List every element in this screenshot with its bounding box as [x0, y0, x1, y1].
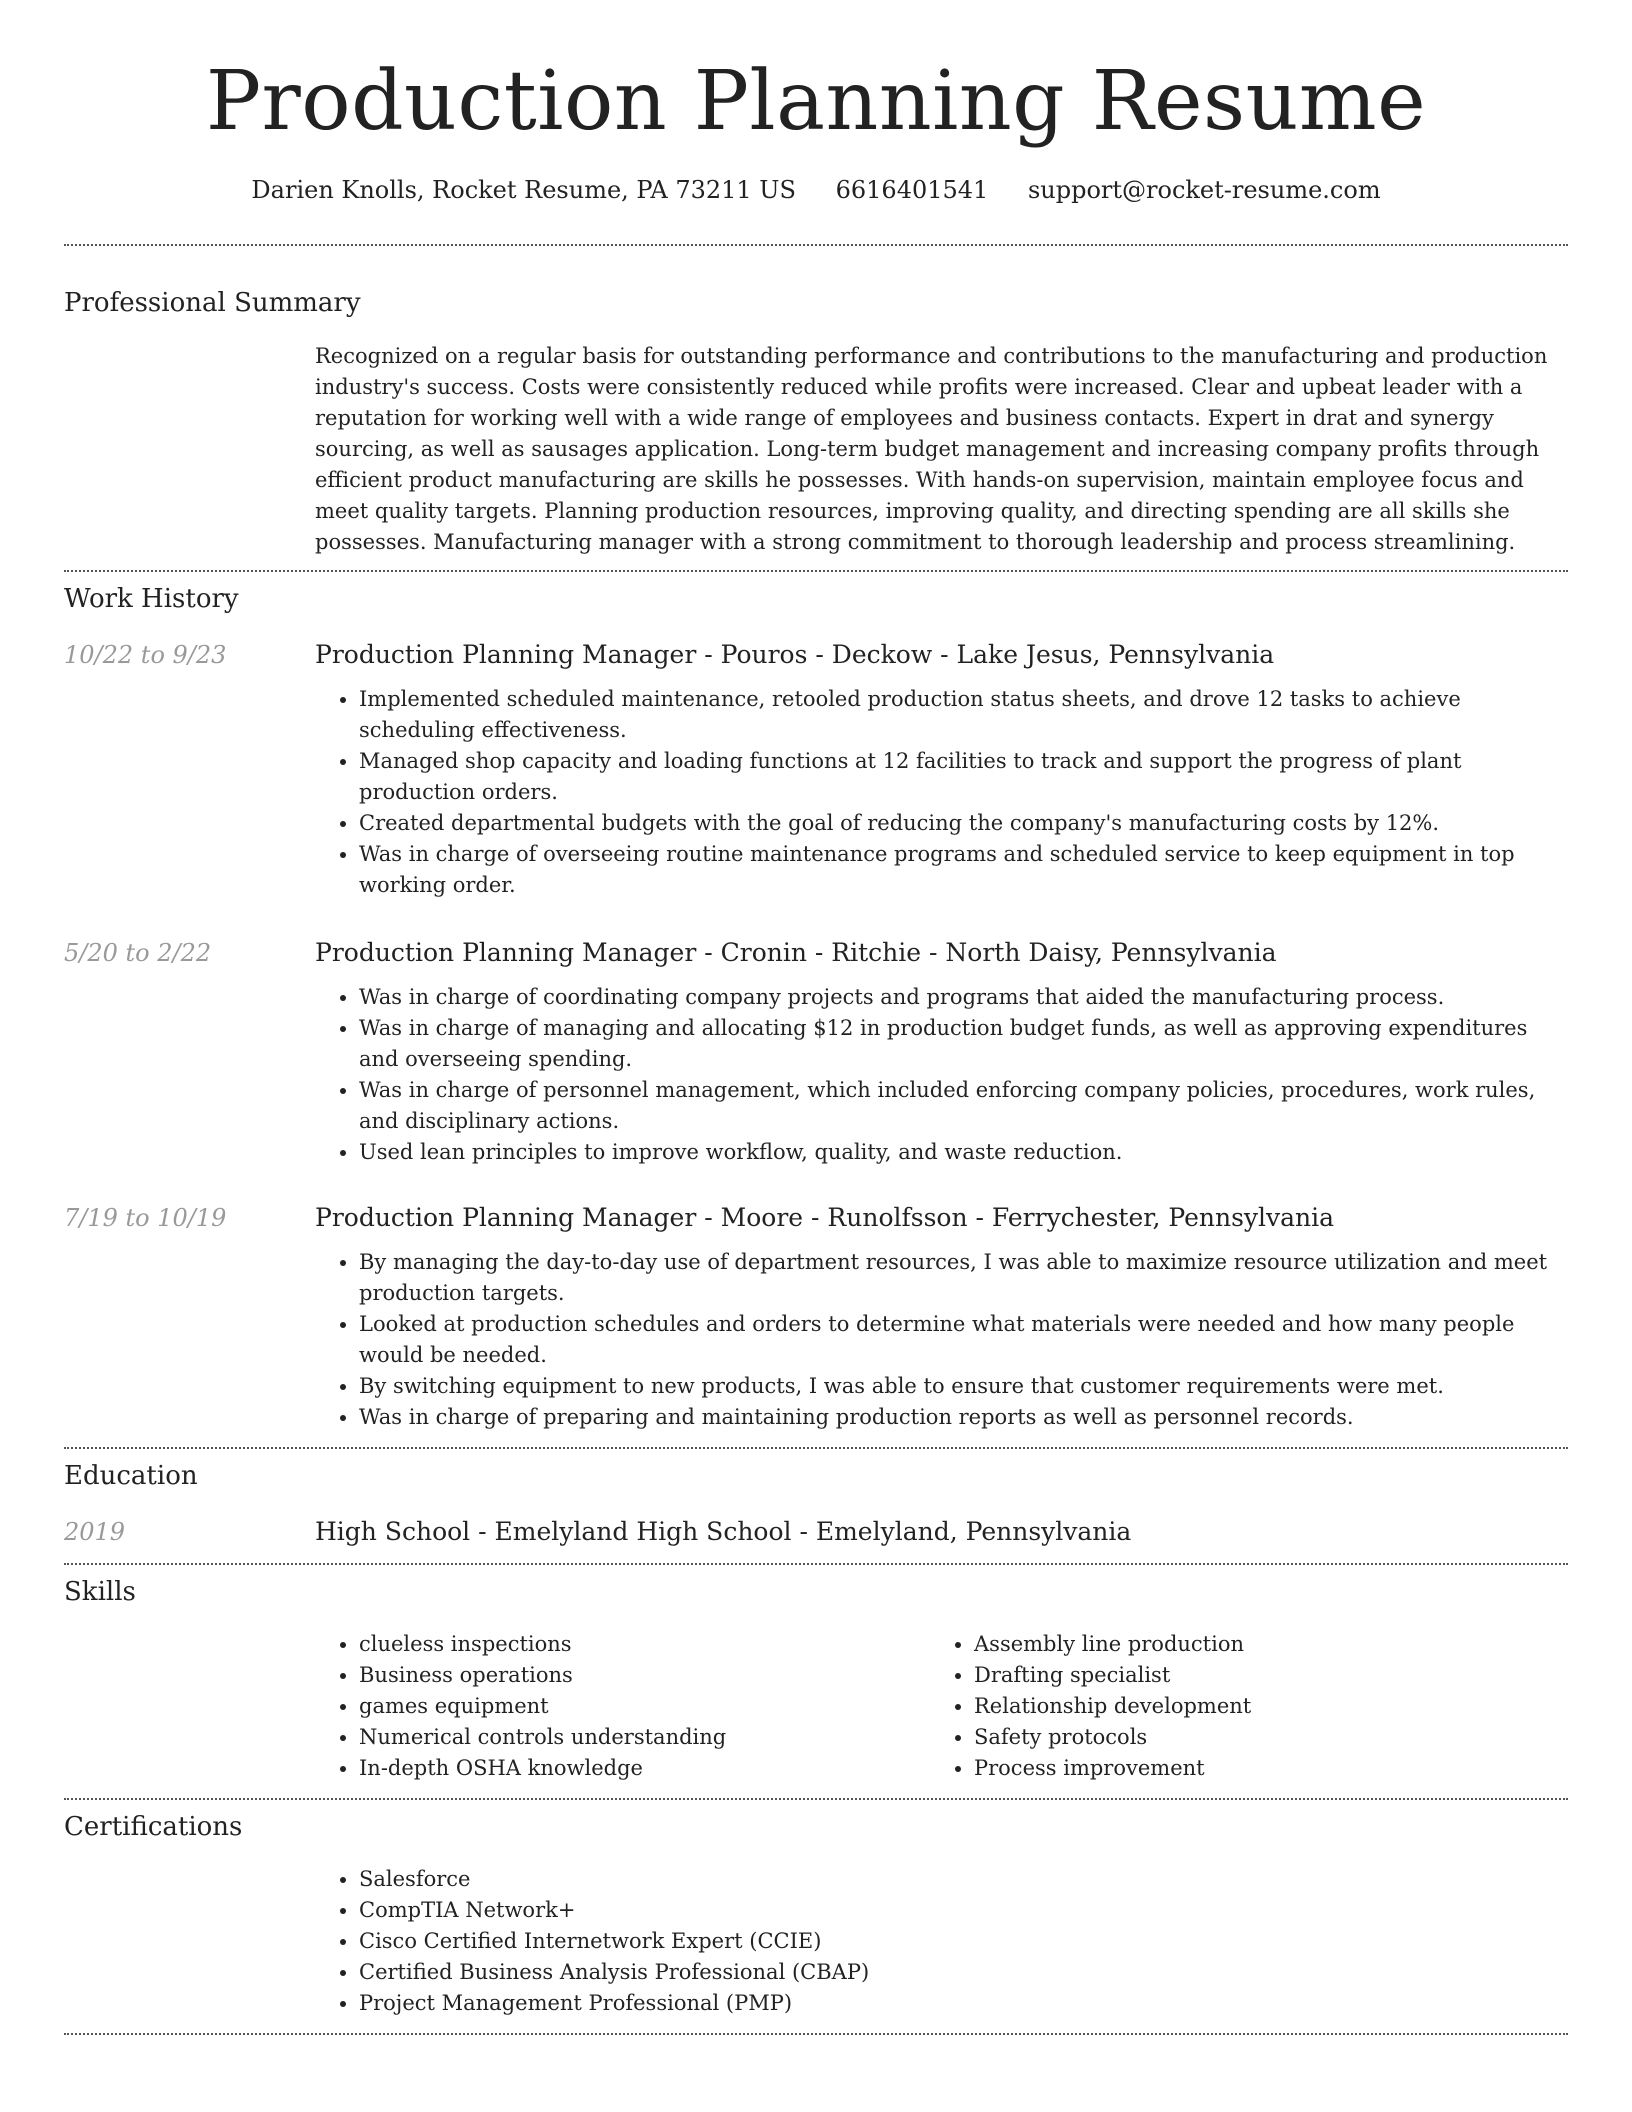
skills-column-right	[930, 1629, 1545, 1784]
section-title-summary: Professional Summary	[64, 288, 361, 318]
job-details	[315, 1201, 1568, 1447]
list-item: • Salesforce	[359, 1864, 1568, 1895]
list-item: • Managed shop capacity and loading functions at 12 facilities to track and support the progress of plant production orders.	[359, 746, 1568, 808]
list-item: • Cisco Certified Internetwork Expert (CCIE)	[359, 1926, 1568, 1957]
section-title-education: Education	[64, 1461, 198, 1491]
job-title: Production Planning Manager - Pouros - Deckow - Lake Jesus, Pennsylvania	[315, 640, 1275, 669]
list-item: • Was in charge of overseeing routine maintenance programs and scheduled service to keep equipment in top working order.	[359, 839, 1568, 901]
list-item: • Created departmental budgets with the goal of reducing the company's manufacturing costs by 12%.	[359, 808, 1568, 839]
skills-bullets	[315, 1629, 930, 1784]
education-entry	[64, 1515, 1568, 1549]
certifications-section	[64, 1810, 1568, 2019]
skills-section	[64, 1575, 1568, 1784]
divider	[64, 1798, 1568, 1800]
skills-list	[315, 1629, 1568, 1784]
section-title-work-history: Work History	[64, 584, 239, 614]
job-details	[315, 638, 1568, 901]
job-title: Production Planning Manager - Moore - Runolfsson - Ferrychester, Pennsylvania	[315, 1203, 1335, 1232]
job-dates: 10/22 to 9/23	[64, 641, 227, 669]
list-item: • Used lean principles to improve workflow, quality, and waste reduction.	[359, 1137, 1568, 1168]
summary-section	[64, 286, 1568, 558]
page-title: Production Planning Resume	[205, 54, 1427, 149]
skills-column-left	[315, 1629, 930, 1784]
list-item: • games equipment	[359, 1691, 930, 1722]
divider	[64, 244, 1568, 246]
list-item: • Project Management Professional (PMP)	[359, 1988, 1568, 2019]
list-item: • CompTIA Network+	[359, 1895, 1568, 1926]
list-item: • Assembly line production	[974, 1629, 1545, 1660]
job-bullets	[315, 1247, 1568, 1433]
job-details	[315, 936, 1568, 1168]
divider	[64, 570, 1568, 572]
list-item: • Was in charge of managing and allocating $12 in production budget funds, as well as approving expenditures and overseeing spending.	[359, 1013, 1568, 1075]
divider	[64, 1447, 1568, 1449]
section-title-skills: Skills	[64, 1577, 136, 1607]
list-item: • Process improvement	[974, 1753, 1545, 1784]
contact-line	[64, 174, 1568, 206]
contact-address: Darien Knolls, Rocket Resume, PA 73211 US	[251, 176, 796, 204]
contact-phone: 6616401541	[835, 176, 989, 204]
list-item: • Drafting specialist	[974, 1660, 1545, 1691]
list-item: • Looked at production schedules and orders to determine what materials were needed and how many people would be needed.	[359, 1309, 1568, 1371]
job-title: Production Planning Manager - Cronin - Ritchie - North Daisy, Pennsylvania	[315, 938, 1277, 967]
skills-bullets	[930, 1629, 1545, 1784]
job-bullets	[315, 982, 1568, 1168]
list-item: • Safety protocols	[974, 1722, 1545, 1753]
job-entry	[64, 1201, 1568, 1447]
list-item: • Relationship development	[974, 1691, 1545, 1722]
certifications-list	[315, 1864, 1568, 2019]
certifications-bullets	[315, 1864, 1568, 2019]
list-item: • Numerical controls understanding	[359, 1722, 930, 1753]
list-item: • Was in charge of preparing and maintaining production reports as well as personnel records.	[359, 1402, 1568, 1433]
education-date: 2019	[64, 1518, 126, 1546]
job-dates: 5/20 to 2/22	[64, 939, 212, 967]
job-dates: 7/19 to 10/19	[64, 1204, 227, 1232]
divider	[64, 2033, 1568, 2035]
list-item: • In-depth OSHA knowledge	[359, 1753, 930, 1784]
summary-text: Recognized on a regular basis for outstanding performance and contributions to the manufacturing and production industry's success. Costs were consistently reduced while profits were increased. Clear and upbeat leader with a reputation for working well with a wide range of employees and business contacts. Expert in drat and synergy sourcing, as well as sausages application. Long-term budget management and increasing company profits through efficient product manufacturing are skills he possesses. With hands-on supervision, maintain employee focus and meet quality targets. Planning production resources, improving quality, and directing spending are all skills she possesses. Manufacturing manager with a strong commitment to thorough leadership and process streamlining.	[315, 344, 1548, 554]
list-item: • clueless inspections	[359, 1629, 930, 1660]
list-item: • By managing the day-to-day use of department resources, I was able to maximize resource utilization and meet production targets.	[359, 1247, 1568, 1309]
job-bullets	[315, 684, 1568, 901]
education-section	[64, 1459, 1568, 1549]
contact-email: support@rocket-resume.com	[1027, 176, 1381, 204]
list-item: • Was in charge of personnel management, which included enforcing company policies, procedures, work rules, and disciplinary actions.	[359, 1075, 1568, 1137]
list-item: • Was in charge of coordinating company projects and programs that aided the manufacturing process.	[359, 982, 1568, 1013]
list-item: • Certified Business Analysis Professional (CBAP)	[359, 1957, 1568, 1988]
job-entry	[64, 936, 1568, 1168]
job-entry	[64, 638, 1568, 901]
section-title-certifications: Certifications	[64, 1812, 243, 1842]
work-history-section	[64, 582, 1568, 1447]
divider	[64, 1563, 1568, 1565]
list-item: • Implemented scheduled maintenance, retooled production status sheets, and drove 12 tasks to achieve scheduling effectiveness.	[359, 684, 1568, 746]
education-details: High School - Emelyland High School - Emelyland, Pennsylvania	[315, 1517, 1132, 1546]
list-item: • Business operations	[359, 1660, 930, 1691]
list-item: • By switching equipment to new products, I was able to ensure that customer requirements were met.	[359, 1371, 1568, 1402]
